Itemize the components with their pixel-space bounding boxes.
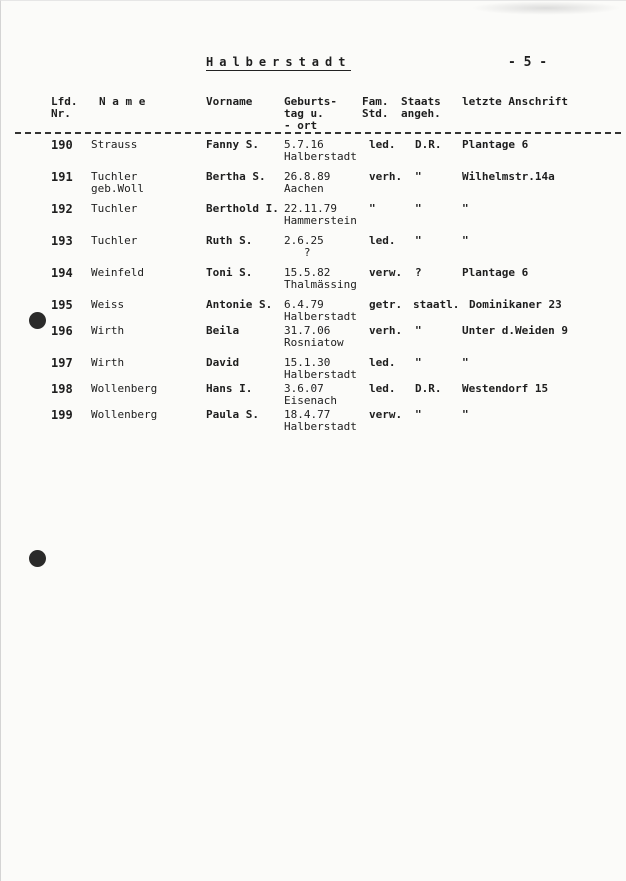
row-name: Wirth xyxy=(91,356,125,369)
row-number: 190 xyxy=(51,138,73,152)
row-number: 191 xyxy=(51,170,73,184)
row-fam: verh. xyxy=(369,324,403,337)
row-vorname: Ruth S. xyxy=(206,234,253,247)
row-anschrift: Plantage 6 xyxy=(462,138,529,151)
header-vorname: Vorname xyxy=(206,95,253,108)
row-anschrift: Unter d.Weiden 9 xyxy=(462,324,568,337)
row-name: Tuchler xyxy=(91,234,138,247)
row-number: 194 xyxy=(51,266,73,280)
row-fam: verh. xyxy=(369,170,403,183)
row-number: 198 xyxy=(51,382,73,396)
row-number: 195 xyxy=(51,298,73,312)
header-anschrift: letzte Anschrift xyxy=(462,95,568,108)
row-geburt: 2.6.25 ? xyxy=(284,234,324,259)
row-fam: led. xyxy=(369,382,396,395)
header-geburt: Geburts- tag u. - ort xyxy=(284,95,337,132)
row-fam: led. xyxy=(369,234,396,247)
row-name: Strauss xyxy=(91,138,138,151)
header-staats: Staats angeh. xyxy=(401,95,441,120)
row-fam: " xyxy=(369,202,376,215)
row-name: Wollenberg xyxy=(91,382,158,395)
row-staats: " xyxy=(415,356,422,369)
header-fam: Fam. Std. xyxy=(362,95,389,120)
punch-hole xyxy=(29,550,46,567)
row-staats: " xyxy=(415,408,422,421)
row-name: Wollenberg xyxy=(91,408,158,421)
row-vorname: Berthold I. xyxy=(206,202,279,215)
row-fam: verw. xyxy=(369,408,403,421)
row-fam: getr. xyxy=(369,298,403,311)
row-staats: D.R. xyxy=(415,382,442,395)
row-fam: led. xyxy=(369,356,396,369)
row-anschrift: " xyxy=(462,408,469,421)
row-name: Weinfeld xyxy=(91,266,144,279)
row-staats: ? xyxy=(415,266,422,279)
page-number: - 5 - xyxy=(508,55,548,70)
row-number: 192 xyxy=(51,202,73,216)
row-geburt: 15.1.30 Halberstadt xyxy=(284,356,357,381)
row-name: Wirth xyxy=(91,324,125,337)
row-staats: staatl. xyxy=(413,298,460,311)
row-vorname: Toni S. xyxy=(206,266,253,279)
row-fam: verw. xyxy=(369,266,403,279)
row-vorname: Hans I. xyxy=(206,382,253,395)
row-staats: " xyxy=(415,170,422,183)
row-fam: led. xyxy=(369,138,396,151)
scan-smudge xyxy=(471,1,621,15)
row-anschrift: Wilhelmstr.14a xyxy=(462,170,555,183)
row-geburt: 15.5.82 Thalmässing xyxy=(284,266,357,291)
row-anschrift: Plantage 6 xyxy=(462,266,529,279)
row-geburt: 18.4.77 Halberstadt xyxy=(284,408,357,433)
row-anschrift: Westendorf 15 xyxy=(462,382,549,395)
row-geburt: 3.6.07 Eisenach xyxy=(284,382,337,407)
row-geburt: 5.7.16 Halberstadt xyxy=(284,138,357,163)
row-staats: " xyxy=(415,234,422,247)
row-name: Tuchler xyxy=(91,202,138,215)
row-anschrift: " xyxy=(462,202,469,215)
row-vorname: Paula S. xyxy=(206,408,259,421)
row-vorname: Antonie S. xyxy=(206,298,273,311)
row-vorname: David xyxy=(206,356,240,369)
row-name: Tuchler geb.Woll xyxy=(91,170,144,195)
row-vorname: Fanny S. xyxy=(206,138,259,151)
row-geburt: 6.4.79 Halberstadt xyxy=(284,298,357,323)
row-number: 197 xyxy=(51,356,73,370)
page-title: Halberstadt xyxy=(206,55,352,69)
row-number: 196 xyxy=(51,324,73,338)
row-geburt: 26.8.89 Aachen xyxy=(284,170,331,195)
row-anschrift: " xyxy=(462,234,469,247)
row-anschrift: Dominikaner 23 xyxy=(469,298,562,311)
row-staats: " xyxy=(415,202,422,215)
header-name: N a m e xyxy=(99,95,146,108)
header-lfd-nr: Lfd. Nr. xyxy=(51,95,78,120)
row-vorname: Beila xyxy=(206,324,240,337)
punch-hole xyxy=(29,312,46,329)
row-staats: D.R. xyxy=(415,138,442,151)
row-staats: " xyxy=(415,324,422,337)
row-vorname: Bertha S. xyxy=(206,170,266,183)
row-name: Weiss xyxy=(91,298,125,311)
row-number: 199 xyxy=(51,408,73,422)
header-divider xyxy=(15,132,621,134)
row-geburt: 22.11.79 Hammerstein xyxy=(284,202,357,227)
row-geburt: 31.7.06 Rosniatow xyxy=(284,324,344,349)
row-number: 193 xyxy=(51,234,73,248)
row-anschrift: " xyxy=(462,356,469,369)
